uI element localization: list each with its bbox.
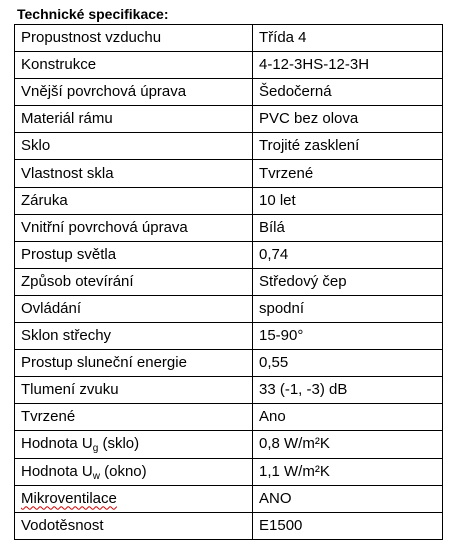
spec-label: Prostup sluneční energie (15, 350, 253, 377)
table-row (15, 241, 443, 268)
spec-label: Sklon střechy (15, 323, 253, 350)
table-row (15, 323, 443, 350)
table-row (15, 431, 443, 458)
spec-value: E1500 (253, 512, 443, 539)
spec-label: Konstrukce (15, 52, 253, 79)
spec-label: Vlastnost skla (15, 160, 253, 187)
spell-check-underlined-label: Mikroventilace (21, 489, 117, 507)
table-row (15, 25, 443, 52)
spec-label-text: Hodnota U (21, 462, 93, 480)
spec-label: Propustnost vzduchu (15, 25, 253, 52)
spec-heading: Technické specifikace: (17, 6, 169, 22)
spec-value: Bílá (253, 214, 443, 241)
spec-label: Vodotěsnost (15, 512, 253, 539)
spec-label (15, 458, 253, 485)
spec-label: Ovládání (15, 295, 253, 322)
table-row (15, 377, 443, 404)
spec-value: spodní (253, 295, 443, 322)
spec-value: 0,55 (253, 350, 443, 377)
spec-value: 15-90° (253, 323, 443, 350)
spec-label-subscript: w (92, 470, 100, 482)
spec-label: Materiál rámu (15, 106, 253, 133)
table-row (15, 106, 443, 133)
spec-label-subscript: g (92, 443, 99, 455)
table-row (15, 485, 443, 512)
spec-label: Vnitřní povrchová úprava (15, 214, 253, 241)
spec-value: 1,1 W/m²K (253, 458, 443, 485)
table-row (15, 160, 443, 187)
spec-value: Tvrzené (253, 160, 443, 187)
spec-value: Trojité zasklení (253, 133, 443, 160)
spec-value: 0,74 (253, 241, 443, 268)
spec-label: Tvrzené (15, 404, 253, 431)
spec-value: 33 (-1, -3) dB (253, 377, 443, 404)
spec-label: Způsob otevírání (15, 268, 253, 295)
table-row (15, 187, 443, 214)
spec-label-suffix: (sklo) (98, 435, 140, 453)
spec-label-suffix: (okno) (99, 462, 147, 480)
spec-table (14, 24, 443, 540)
table-row (15, 404, 443, 431)
table-row (15, 79, 443, 106)
spec-value: 0,8 W/m²K (253, 431, 443, 458)
spec-label (15, 431, 253, 458)
spec-label: Záruka (15, 187, 253, 214)
table-row (15, 52, 443, 79)
table-row (15, 512, 443, 539)
table-row (15, 350, 443, 377)
spec-value: Třída 4 (253, 25, 443, 52)
spec-label: Sklo (15, 133, 253, 160)
spec-label: Prostup světla (15, 241, 253, 268)
spec-value: ANO (253, 485, 443, 512)
table-row (15, 133, 443, 160)
spec-value: 10 let (253, 187, 443, 214)
table-row (15, 295, 443, 322)
spec-label-text: Hodnota U (21, 435, 93, 453)
table-row (15, 458, 443, 485)
spec-value: Ano (253, 404, 443, 431)
spec-label (15, 485, 253, 512)
table-row (15, 214, 443, 241)
spec-label: Tlumení zvuku (15, 377, 253, 404)
spec-value: 4-12-3HS-12-3H (253, 52, 443, 79)
table-row (15, 268, 443, 295)
spec-value: Šedočerná (253, 79, 443, 106)
spec-value: Středový čep (253, 268, 443, 295)
spec-value: PVC bez olova (253, 106, 443, 133)
spec-label: Vnější povrchová úprava (15, 79, 253, 106)
